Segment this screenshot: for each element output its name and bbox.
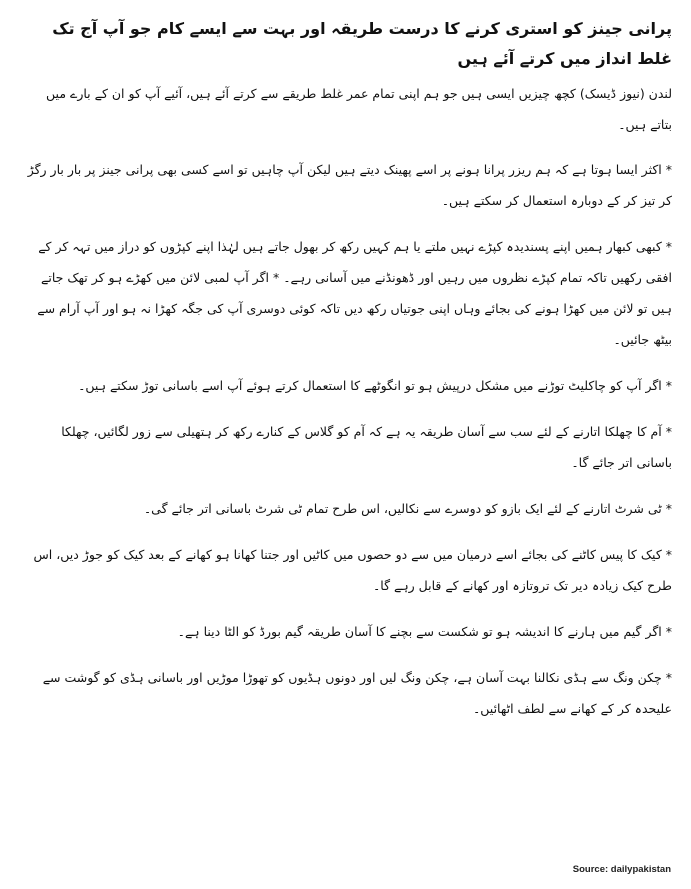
tip-paragraph-6: * کیک کا پیس کاٹنے کی بجائے اسے درمیان میں سے دو حصوں میں کاٹیں اور جتنا کھانا ہو کھانے کے بعد کیک کو جوڑ دیں، اس طرح کیک زیادہ دیر تک تروتازہ اور کھانے کے قابل رہے گا۔ [33, 547, 672, 593]
article-title: پرانی جینز کو استری کرنے کا درست طریقہ اور بہت سے ایسے کام جو آپ آج تک غلط انداز میں کرتے آئے ہیں [52, 19, 672, 68]
tip-paragraph-4: * آم کا چھلکا اتارنے کے لئے سب سے آسان طریقہ یہ ہے کہ آم کو گلاس کے کنارے رکھ کر ہتھیلی سے زور لگائیں، چھلکا باسانی اتر جائے گا۔ [61, 424, 672, 470]
article-intro: لندن (نیوز ڈیسک) کچھ چیزیں ایسی ہیں جو ہم اپنی تمام عمر غلط طریقے سے کرتے آئے ہیں، آئیے آپ کو ان کے بارے میں بتاتے ہیں۔ [46, 86, 672, 132]
tip-paragraph-2: * کبھی کبھار ہمیں اپنے پسندیدہ کپڑے نہیں ملتے یا ہم کہیں رکھ کر بھول جاتے ہیں لہٰذا اپنے کپڑوں کو دراز میں تہہ کر کے افقی رکھیں تاکہ تمام کپڑے نظروں میں رہیں اور ڈھونڈنے میں آسانی رہے۔ * اگر آپ لمبی لائن میں کھڑے ہو کر تھک جاتے ہیں تو لائن میں کھڑا ہونے کی بجائے وہاں اپنی جوتیاں رکھ دیں تاکہ کوئی دوسری آپ کی جگہ کھڑا نہ ہو اور آپ آرام سے بیٹھ جائیں۔ [37, 239, 672, 347]
tip-paragraph-5: * ٹی شرٹ اتارنے کے لئے ایک بازو کو دوسرے سے نکالیں، اس طرح تمام ٹی شرٹ باسانی اتر جائے گی۔ [143, 501, 672, 516]
tip-paragraph-3: * اگر آپ کو چاکلیٹ توڑنے میں مشکل درپیش ہو تو انگوٹھے کا استعمال کرتے ہوئے آپ اسے باسانی توڑ سکتے ہیں۔ [78, 378, 672, 393]
tip-paragraph-1: * اکثر ایسا ہوتا ہے کہ ہم ریزر پرانا ہونے پر اسے پھینک دیتے ہیں لیکن آپ چاہیں تو اسے کسی بھی پرانی جینز پر بار بار رگڑ کر تیز کر کے دوبارہ استعمال کر سکتے ہیں۔ [27, 162, 672, 208]
source-credit: Source: dailypakistan [572, 864, 671, 875]
tip-paragraph-8: * چکن ونگ سے ہڈی نکالنا بہت آسان ہے، چکن ونگ لیں اور دونوں ہڈیوں کو تھوڑا موڑیں اور باسانی ہڈی کو گوشت سے علیحدہ کر کے کھانے سے لطف اٹھائیں۔ [42, 670, 672, 716]
tip-paragraph-7: * اگر گیم میں ہارنے کا اندیشہ ہو تو شکست سے بچنے کا آسان طریقہ گیم بورڈ کو الٹا دینا ہے۔ [177, 624, 672, 639]
article-body [22, 14, 672, 739]
